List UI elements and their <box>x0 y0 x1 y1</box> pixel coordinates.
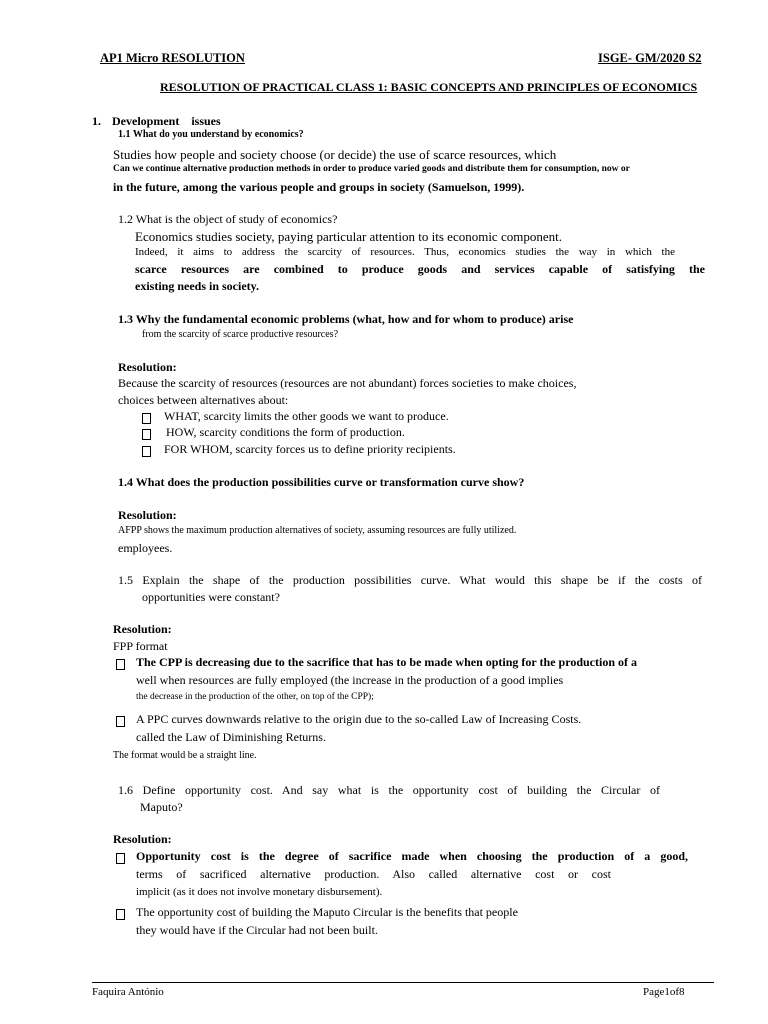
section-number: 1. <box>92 114 101 128</box>
question-1-6-cont: Maputo? <box>140 800 183 814</box>
header-right: ISGE- GM/2020 S2 <box>598 51 702 65</box>
answer-1-4-line-2: employees. <box>118 541 173 555</box>
resolution-1-6-label: Resolution: <box>113 832 172 846</box>
question-1-5-cont: opportunities were constant? <box>142 590 280 604</box>
answer-1-2-line-3: scarce resources are combined to produce goods and services capable of satisfying the <box>135 262 705 276</box>
answer-1-2-line-2: Indeed, it aims to address the scarcity of resources. Thus, economics studies the way in which the <box>135 246 675 258</box>
answer-1-5-bullet-2-line-1: A PPC curves downwards relative to the origin due to the so-called Law of Increasing Costs. <box>136 712 582 726</box>
question-1-1: 1.1 What do you understand by economics? <box>118 129 304 140</box>
answer-1-5-bullet-1-line-2: well when resources are fully employed (the increase in the production of a good implies <box>136 673 564 687</box>
answer-1-6-bullet-1-line-1: Opportunity cost is the degree of sacrifice made when choosing the production of a good, <box>136 849 688 863</box>
question-1-3: 1.3 Why the fundamental economic problems (what, how and for whom to produce) arise <box>118 312 574 326</box>
question-1-2: 1.2 What is the object of study of economics? <box>118 212 338 226</box>
answer-1-2-line-1: Economics studies society, paying particular attention to its economic component. <box>135 229 562 244</box>
answer-1-5-tail: The format would be a straight line. <box>113 750 257 761</box>
answer-1-1-line-1: Studies how people and society choose (or decide) the use of scarce resources, which <box>113 147 557 162</box>
answer-1-3-line-2: choices between alternatives about: <box>118 393 289 407</box>
question-1-5: 1.5 Explain the shape of the production possibilities curve. What would this shape be if the costs of <box>118 573 702 587</box>
bullet-box-icon <box>116 906 125 924</box>
answer-1-3-bullet-1: WHAT, scarcity limits the other goods we want to produce. <box>164 409 449 423</box>
answer-1-1-line-3: in the future, among the various people and groups in society (Samuelson, 1999). <box>113 180 525 194</box>
answer-1-3-line-1: Because the scarcity of resources (resources are not abundant) forces societies to make choices, <box>118 376 577 390</box>
footer-divider <box>92 982 714 983</box>
answer-1-5-bullet-2-line-2: called the Law of Diminishing Returns. <box>136 730 326 744</box>
answer-1-3-bullet-3: FOR WHOM, scarcity forces us to define priority recipients. <box>164 442 456 456</box>
answer-1-6-bullet-1-line-3: implicit (as it does not involve monetary disbursement). <box>136 886 383 898</box>
bullet-box-icon <box>142 443 151 461</box>
header-left: AP1 Micro RESOLUTION <box>100 51 245 65</box>
answer-1-5-bullet-1-line-1: The CPP is decreasing due to the sacrifice that has to be made when opting for the production of a <box>136 655 637 669</box>
answer-1-5-bullet-1-line-3: the decrease in the production of the other, on top of the CPP); <box>136 692 374 702</box>
resolution-1-4-label: Resolution: <box>118 508 177 522</box>
question-1-3-cont: from the scarcity of scarce productive resources? <box>142 329 339 340</box>
bullet-box-icon <box>116 850 125 868</box>
page-title: RESOLUTION OF PRACTICAL CLASS 1: BASIC CONCEPTS AND PRINCIPLES OF ECONOMICS <box>160 80 698 94</box>
question-1-6: 1.6 Define opportunity cost. And say what is the opportunity cost of building the Circular of <box>118 783 660 797</box>
resolution-1-3-label: Resolution: <box>118 360 177 374</box>
bullet-box-icon <box>116 656 125 674</box>
answer-1-6-bullet-1-line-2: terms of sacrificed alternative production. Also called alternative cost or cost <box>136 867 611 881</box>
question-1-4: 1.4 What does the production possibilities curve or transformation curve show? <box>118 475 525 489</box>
footer-page-number: Page1of8 <box>643 986 685 998</box>
answer-1-1-line-2: Can we continue alternative production methods in order to produce varied goods and distribute them for consumption, now or <box>113 164 630 174</box>
answer-1-6-bullet-2-line-1: The opportunity cost of building the Maputo Circular is the benefits that people <box>136 905 518 919</box>
bullet-box-icon <box>142 426 151 444</box>
bullet-box-icon <box>116 713 125 731</box>
answer-1-6-bullet-2-line-2: they would have if the Circular had not been built. <box>136 923 378 937</box>
answer-1-4-line-1: AFPP shows the maximum production alternatives of society, assuming resources are fully utilized. <box>118 525 517 536</box>
fpp-format-label: FPP format <box>113 639 168 653</box>
footer-author: Faquira António <box>92 986 164 998</box>
section-title: Development issues <box>112 114 221 128</box>
answer-1-3-bullet-2: HOW, scarcity conditions the form of production. <box>166 425 405 439</box>
answer-1-2-line-4: existing needs in society. <box>135 279 260 293</box>
resolution-1-5-label: Resolution: <box>113 622 172 636</box>
